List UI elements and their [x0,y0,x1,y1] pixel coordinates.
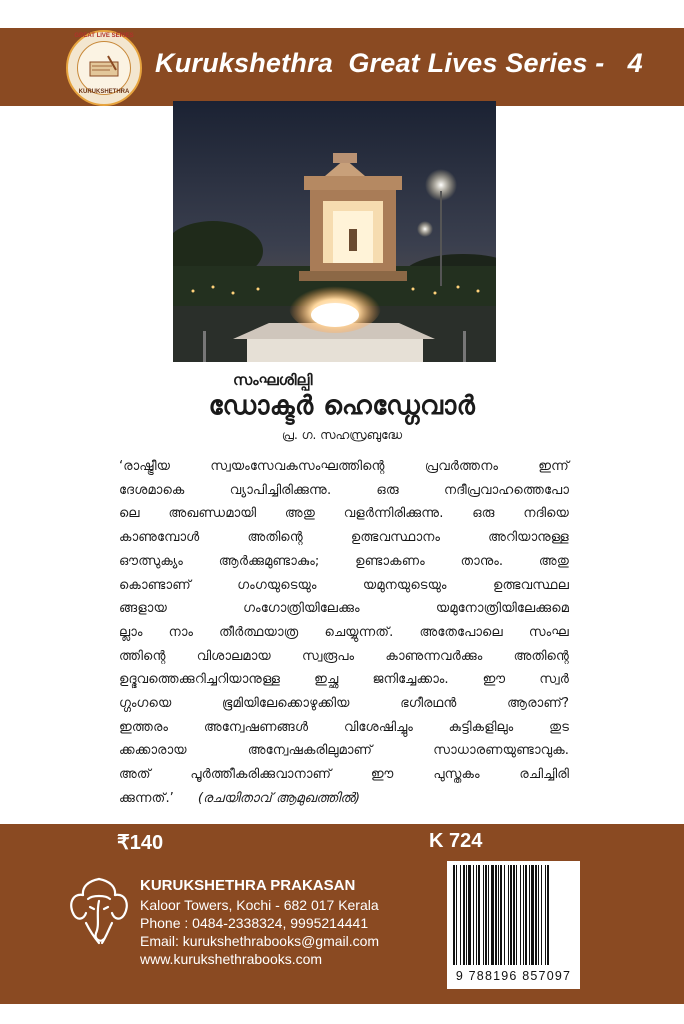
series-title: Kurukshethra Great Lives Series - 4 [155,48,643,78]
book-code: K 724 [429,830,483,852]
barcode-bar [547,865,549,965]
publisher-name: KURUKSHETHRA PRAKASAN [140,877,356,894]
barcode-bar [463,865,465,965]
blurb-line: ഗ്ഗംഗയെ ഭൂമിയിലേക്കൊഴുക്കിയ ഭഗീരഥൻ ആരാണ്? [119,696,569,712]
barcode-bar [485,865,487,965]
barcode-bar [460,865,461,965]
blurb-line: ഇത്തരം അന്വേഷണങ്ങൾ വിശേഷിച്ചും കുട്ടികളിലും തുട [119,719,569,735]
blurb-line: ത്തിന്റെ വിശാലമായ സ്വരൂപം കാണുന്നവർക്കും അതിന്റെ [119,648,569,664]
barcode-bar [523,865,524,965]
barcode-bar [456,865,457,965]
blurb-line: ഔത്സുക്യം ആർക്കുമുണ്ടാകും; ഉണ്ടാകണം താനും. അതു [119,553,569,569]
barcode-bar [529,865,530,965]
barcode-bar [468,865,471,965]
barcode-bar [535,865,537,965]
barcode-bar [453,865,455,965]
publisher-website: www.kurukshethrabooks.com [140,951,323,967]
barcode-bar [531,865,534,965]
series-seal-logo [66,30,142,106]
publisher-ganesha-logo [66,873,132,949]
blurb-line: ദേശമാകെ വ്യാപിച്ചിരിക്കുന്നു. ഒരു നദീപ്രവാഹത്തെപോ [119,482,569,498]
book-title: ഡോക്ടർ ഹെഡ്ഗേവാർ [208,391,476,421]
blurb-line: ഉദ്ഭവത്തെക്കുറിച്ചറിയാനുള്ള ഇച്ഛ ജനിച്ചേക്കാം. ഈ സ്വർ [119,672,569,688]
blurb-line: ലെ അഖണ്ഡമായി അതു വളർന്നിരിക്കുന്നു. ഒരു നദിയെ [119,506,569,522]
barcode-bar [545,865,546,965]
barcode-bar [483,865,484,965]
blurb-line: ‘രാഷ്ട്രീയ സ്വയംസേവകസംഘത്തിന്റെ പ്രവർത്തനം ഇന്ന് [119,459,569,474]
barcode-bar [466,865,467,965]
barcode-bar [516,865,517,965]
barcode-bar [500,865,502,965]
barcode-bar [525,865,527,965]
barcode-bar [510,865,512,965]
blurb-attribution: (രചയിതാവ് ആമുഖത്തിൽ) [197,790,361,806]
blurb-line: ക്കക്കാരായ അന്വേഷകരിലുമാണ് സാധാരണയുണ്ടാവുക. [119,743,569,759]
barcode-bar [495,865,497,965]
barcode-bar [476,865,477,965]
barcode-bar [541,865,542,965]
barcode-bar [498,865,499,965]
isbn-number: 9 788196 857097 [455,969,572,983]
seal-top-text: GREAT LIVE SERIES [74,33,134,39]
blurb-line: അത് പൂർത്തീകരിക്കുവാനാണ് ഈ പുസ്തകം രചിച്ചിരി [119,767,569,783]
blurb-line: കാണുമ്പോൾ അതിന്റെ ഉത്ഭവസ്ഥാനം അറിയാനുള്ള [119,530,569,546]
barcode-bar [520,865,521,965]
barcode-bar [508,865,509,965]
book-author: പ്ര. ഗ. സഹസ്രബുദ്ധേ [281,428,403,442]
barcode-bar [478,865,480,965]
isbn-barcode [447,861,580,989]
barcode-bar [504,865,505,965]
barcode-bar [473,865,474,965]
blurb-last-line [119,787,569,811]
publisher-email: Email: kurukshethrabooks@gmail.com [140,933,380,949]
publisher-info [140,877,379,968]
book-subtitle: സംഘശില്പി [233,371,313,389]
barcode-bar [488,865,489,965]
price-label: ₹140 [117,832,164,854]
barcode-bars [447,861,580,969]
publisher-phone: Phone : 0484-2338324, 9995214441 [140,915,369,931]
publisher-address: Kaloor Towers, Kochi - 682 017 Kerala [140,897,379,913]
seal-bottom-text: KURUKSHETHRA [78,89,130,95]
blurb-line: ക്കുന്നത്.’ [119,790,174,806]
blurb-line: ല്ലാം നാം തീർത്ഥയാത്ര ചെയ്യുന്നത്. അതേപോലെ സംഘ [119,624,569,640]
barcode-bar [491,865,494,965]
back-cover-blurb [119,455,569,811]
barcode-bar [538,865,539,965]
seal-emblem [77,41,131,95]
blurb-line: കൊണ്ടാണ് ഗംഗയുടെയും യമുനയുടെയും ഉത്ഭവസ്ഥല [119,577,569,593]
barcode-bar [513,865,515,965]
memorial-photo [173,101,496,362]
blurb-line: ങ്ങളായ ഗംഗോത്രിയിലേക്കും യമുനോത്രിയിലേക്കുമെ [119,601,569,617]
